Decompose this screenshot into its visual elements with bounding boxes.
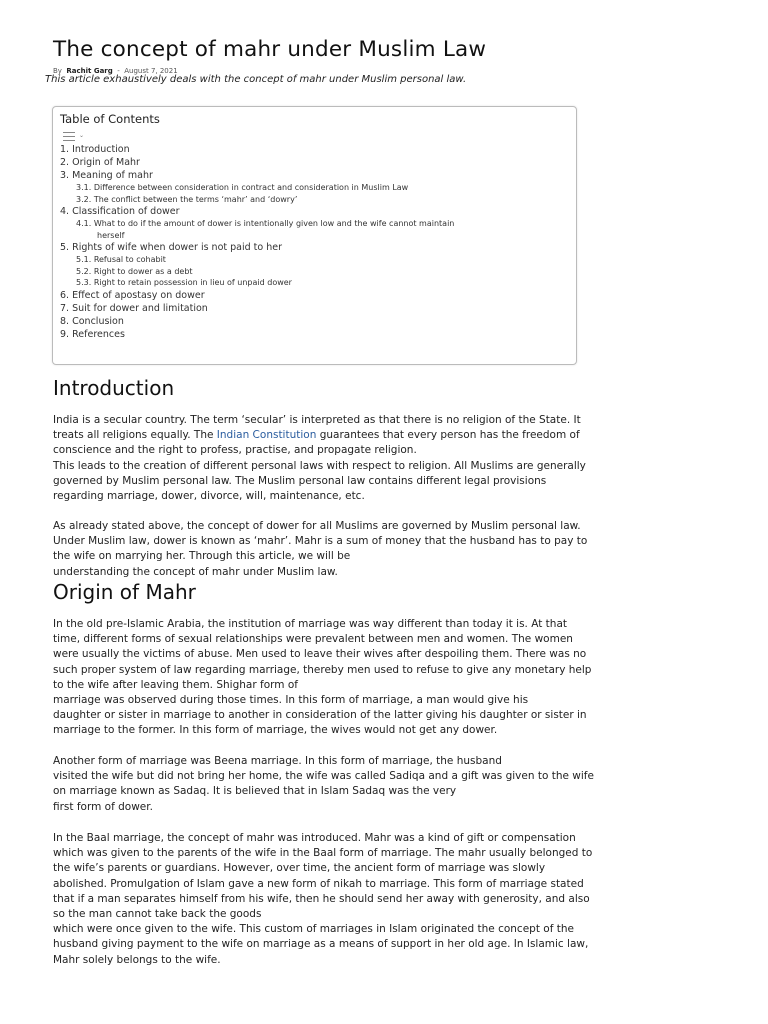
intro-paragraph-1 xyxy=(53,413,643,504)
heading-origin-of-mahr: Origin of Mahr xyxy=(53,580,196,604)
toc-label: Refusal to cohabit xyxy=(93,255,166,264)
text-line: such proper system of law regarding marriage, thereby men used to refuse to give any monetary help xyxy=(53,663,592,676)
toc-list-icon[interactable] xyxy=(63,132,75,141)
text-line: daughter or sister in marriage to another in consideration of the latter giving his daughter or sister in xyxy=(53,709,587,722)
toc-label: The conflict between the terms ‘mahr’ and ‘dowry’ xyxy=(93,194,298,204)
toc-item-conclusion[interactable] xyxy=(60,315,565,328)
toc-label: What to do if the amount of dower is intentionally given low and the wife cannot maintain xyxy=(93,219,455,228)
text-line: so the man cannot take back the goods xyxy=(53,908,262,921)
article-title: The concept of mahr under Muslim Law xyxy=(53,37,487,62)
toc-label: Rights of wife when dower is not paid to her xyxy=(72,242,283,253)
text-line: abolished. Promulgation of Islam gave a new form of nikah to marriage. This form of marriage stated xyxy=(53,877,584,890)
publish-date: August 7, 2021 xyxy=(124,67,178,75)
text-line: visited the wife but did not bring her home, the wife was called Sadiqa and a gift was given to the wife xyxy=(53,770,594,783)
toc-number: 6. xyxy=(60,289,70,301)
toc-label: Origin of Mahr xyxy=(72,157,140,168)
text-line: regarding marriage, dower, divorce, will, maintenance, etc. xyxy=(53,490,365,503)
toc-number: 5.3. xyxy=(76,278,92,287)
toc-label: Right to retain possession in lieu of unpaid dower xyxy=(93,278,292,287)
text-line: first form of dower. xyxy=(53,800,153,813)
toc-label: Classification of dower xyxy=(72,206,180,217)
toc-number: 5.2. xyxy=(76,266,92,276)
toc-label: Introduction xyxy=(72,144,130,155)
toc-number: 3.2. xyxy=(76,194,92,204)
text-line: the wife on marrying her. Through this article, we will be xyxy=(53,550,351,563)
toc-subitem-5-1[interactable] xyxy=(60,254,565,266)
text-line: marriage to the former. In this form of marriage, the wives would not get any dower. xyxy=(53,724,498,737)
text-line: were usually the victims of abuse. Men used to leave their wives after despoiling them. There was no xyxy=(53,648,587,661)
text-span: guarantees that every person has the freedom of xyxy=(316,429,580,442)
by-label: By xyxy=(53,67,62,75)
toc-label: Suit for dower and limitation xyxy=(72,302,208,314)
toc-label: Meaning of mahr xyxy=(72,170,153,181)
origin-paragraph-3 xyxy=(53,831,643,968)
toc-number: 2. xyxy=(60,157,70,168)
toc-subitem-3-2[interactable] xyxy=(60,194,565,206)
toc-number: 5. xyxy=(60,242,70,253)
origin-paragraph-1 xyxy=(53,617,643,739)
toc-item-rights[interactable] xyxy=(60,241,565,254)
heading-introduction: Introduction xyxy=(53,376,175,400)
text-line: time, different forms of sexual relationships were prevalent between men and women. The women xyxy=(53,633,573,646)
indian-constitution-link[interactable]: Indian Constitution xyxy=(216,429,317,442)
toc-item-references[interactable] xyxy=(60,328,565,341)
text-line: Another form of marriage was Beena marriage. In this form of marriage, the husband xyxy=(53,755,502,767)
article-subtitle: This article exhaustively deals with the concept of mahr under Muslim personal law. xyxy=(45,74,467,85)
text-line: that if a man separates himself from his wife, then he should send her away with generosity, and also xyxy=(53,892,590,905)
text-line: the wife’s parents or guardians. However, over time, the ancient form of marriage was slowly xyxy=(53,862,546,875)
toc-number: 4. xyxy=(60,206,70,217)
text-line: on marriage known as Sadaq. It is believed that in Islam Sadaq was the very xyxy=(53,785,457,798)
toc-subitem-5-3[interactable] xyxy=(60,277,565,289)
toc-item-suit[interactable] xyxy=(60,302,565,315)
text-line: governed by Muslim personal law. The Muslim personal law contains different legal provisions xyxy=(53,474,547,487)
toc-number: 7. xyxy=(60,302,70,314)
text-line: In the Baal marriage, the concept of mahr was introduced. Mahr was a kind of gift or compensation xyxy=(53,832,576,844)
toc-label-continued: herself xyxy=(97,230,125,240)
text-line: Mahr solely belongs to the wife. xyxy=(53,953,221,966)
text-line: understanding the concept of mahr under Muslim law. xyxy=(53,565,338,578)
text-line: conscience and the right to profess, practise, and propagate religion. xyxy=(53,444,417,457)
toc-item-introduction[interactable] xyxy=(60,143,565,156)
toc-number: 9. xyxy=(60,328,70,340)
text-line: to the wife after leaving them. Shighar form of xyxy=(53,678,298,691)
toc-subitem-4-1[interactable] xyxy=(60,218,565,241)
chevron-down-icon[interactable]: ⌄ xyxy=(79,132,85,139)
toc-item-apostasy[interactable] xyxy=(60,289,565,302)
toc-label: References xyxy=(72,328,125,340)
text-line: As already stated above, the concept of dower for all Muslims are governed by Muslim personal law. xyxy=(53,520,581,532)
toc-title: Table of Contents xyxy=(60,112,160,126)
toc-item-classification[interactable] xyxy=(60,205,565,218)
text-line: India is a secular country. The term ‘secular’ is interpreted as that there is no religion of the State. It xyxy=(53,414,581,426)
toc-label: Right to dower as a debt xyxy=(93,266,193,276)
toc-label: Conclusion xyxy=(72,315,124,327)
intro-paragraph-2 xyxy=(53,519,643,580)
toc-label: Difference between consideration in contract and consideration in Muslim Law xyxy=(93,183,409,192)
text-line: which was given to the parents of the wife in the Baal form of marriage. The mahr usually belonged to xyxy=(53,847,593,860)
toc-subitem-5-2[interactable] xyxy=(60,266,565,278)
text-line: marriage was observed during those times. In this form of marriage, a man would give his xyxy=(53,694,529,707)
origin-paragraph-2 xyxy=(53,754,643,815)
date-separator: - xyxy=(117,67,120,75)
toc-number: 1. xyxy=(60,144,70,155)
table-of-contents xyxy=(52,106,577,365)
text-line: Under Muslim law, dower is known as ‘mahr’. Mahr is a sum of money that the husband has to pay to xyxy=(53,535,588,548)
text-line: which were once given to the wife. This custom of marriages in Islam originated the concept of the xyxy=(53,923,574,936)
toc-item-meaning[interactable] xyxy=(60,169,565,182)
text-line: This leads to the creation of different personal laws with respect to religion. All Muslims are generally xyxy=(53,459,586,472)
text-line xyxy=(53,428,643,443)
toc-number: 3.1. xyxy=(76,183,92,192)
toc-number: 8. xyxy=(60,315,70,327)
author-link[interactable]: Rachit Garg xyxy=(66,67,113,75)
toc-label: Effect of apostasy on dower xyxy=(72,289,205,301)
toc-number: 4.1. xyxy=(76,219,92,228)
text-line: husband giving payment to the wife on marriage as a means of support in her old age. In Islamic law, xyxy=(53,938,589,951)
toc-number: 5.1. xyxy=(76,255,92,264)
toc-subitem-3-1[interactable] xyxy=(60,182,565,194)
text-line: In the old pre-Islamic Arabia, the institution of marriage was way different than today it is. At that xyxy=(53,618,567,630)
toc-item-origin[interactable] xyxy=(60,156,565,169)
toc-list xyxy=(60,143,565,341)
toc-number: 3. xyxy=(60,170,70,181)
text-span: treats all religions equally. The xyxy=(53,429,217,442)
